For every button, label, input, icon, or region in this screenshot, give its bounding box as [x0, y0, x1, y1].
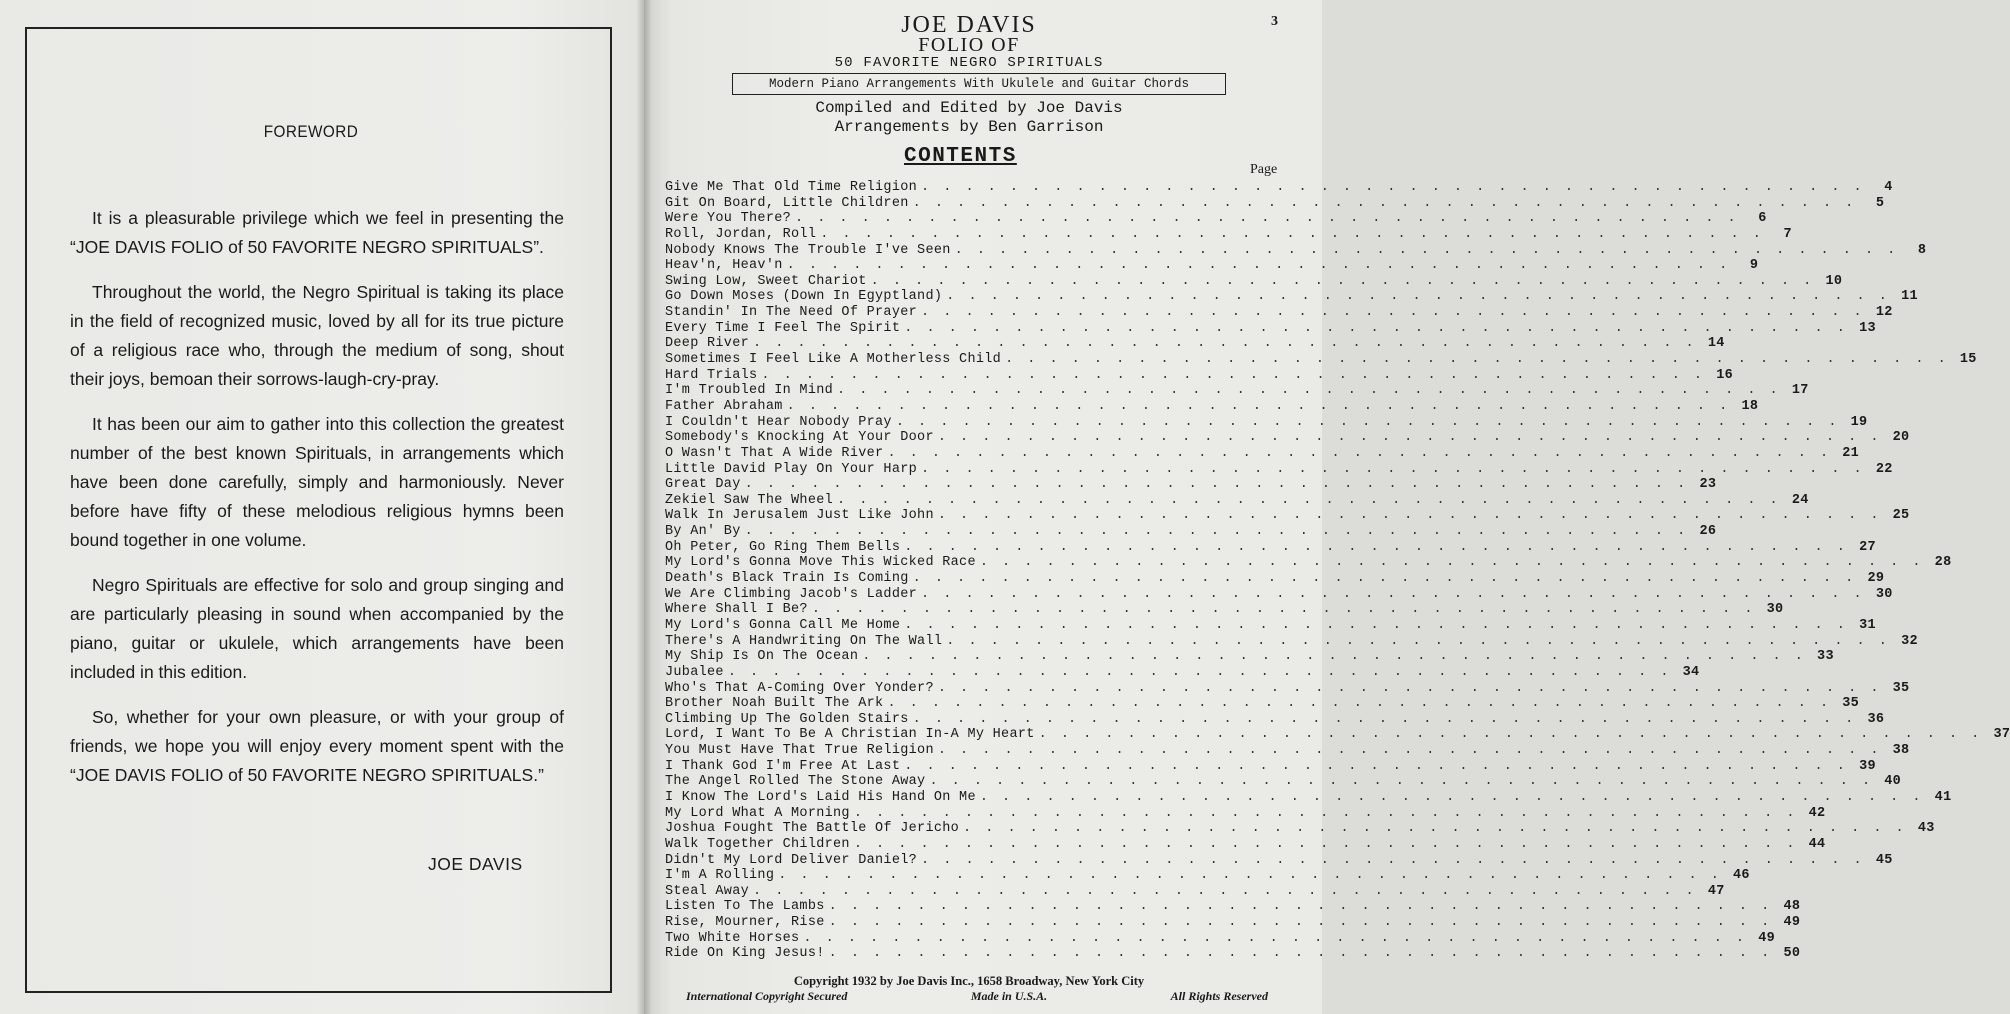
toc-entry-title: My Ship Is On The Ocean [665, 649, 859, 665]
toc-entry-title: Go Down Moses (Down In Egyptland) [665, 289, 943, 305]
toc-entry-page: 25 [1892, 508, 1910, 524]
toc-leader-dots: . . . . . . . . . . . . . . . . . . . . . . . . . . . . . . . . . . . . . . . . . . . [979, 555, 1924, 571]
toc-entry-title: I Couldn't Hear Nobody Pray [665, 414, 892, 430]
folio-heading-subtitle: 50 FAVORITE NEGRO SPIRITUALS [834, 55, 1104, 71]
toc-leader-dots: . . . . . . . . . . . . . . . . . . . . . . . . . . . . . . . . . . . . . . . . . . . [828, 915, 1773, 931]
toc-entry [665, 320, 1876, 337]
toc-leader-dots: . . . . . . . . . . . . . . . . . . . . . . . . . . . . . . . . . . . . . . . . . . . [887, 696, 1832, 712]
toc-entry-page: 49 [1758, 930, 1776, 946]
toc-leader-dots: . . . . . . . . . . . . . . . . . . . . . . . . . . . . . . . . . . . . . . . . . . . [1005, 352, 1949, 368]
toc-entry-page: 46 [1733, 868, 1750, 884]
toc-entry-page: 11 [1901, 289, 1918, 305]
toc-leader-dots: . . . . . . . . . . . . . . . . . . . . . . . . . . . . . . . . . . . . . . . . . . . [786, 258, 1731, 274]
toc-entry [665, 805, 1826, 822]
page-number: 3 [1271, 14, 1278, 29]
toc-entry [665, 571, 1885, 587]
toc-entry-page: 14 [1707, 336, 1725, 352]
toc-entry-title: Nobody Knows The Trouble I've Seen [665, 242, 951, 258]
toc-entry-page: 26 [1699, 524, 1717, 540]
toc-entry-title: You Must Have That True Religion [665, 743, 934, 759]
toc-entry-title: Walk In Jerusalem Just Like John [665, 508, 934, 524]
toc-entry-page: 12 [1875, 305, 1893, 321]
toc-entry-page: 13 [1859, 320, 1876, 336]
contents-title: CONTENTS [904, 145, 1017, 168]
toc-entry-title: Were You There? [665, 211, 792, 227]
toc-entry-title: Lord, I Want To Be A Christian In-A My Heart [665, 727, 1035, 743]
folio-heading-name: JOE DAVIS [901, 12, 1037, 38]
toc-entry [665, 743, 1910, 759]
toc-leader-dots: . . . . . . . . . . . . . . . . . . . . . . . . . . . . . . . . . . . . . . . . . . . [912, 711, 1857, 727]
toc-leader-dots: . . . . . . . . . . . . . . . . . . . . . . . . . . . . . . . . . . . . . . . . . . . [904, 539, 1848, 555]
toc-entry-title: Sometimes I Feel Like A Motherless Child [665, 352, 1002, 368]
foreword-paragraph: So, whether for your own pleasure, or with your group of friends, we hope you will enjoy every moment spent with the “JOE DAVIS FOLIO of 50 FAVORITE NEGRO SPIRITUALS.” [70, 707, 564, 785]
toc-entry-page: 50 [1783, 946, 1801, 962]
toc-leader-dots: . . . . . . . . . . . . . . . . . . . . . . . . . . . . . . . . . . . . . . . . . . . [744, 477, 1689, 493]
toc-entry-page: 36 [1867, 711, 1885, 727]
toc-leader-dots: . . . . . . . . . . . . . . . . . . . . . . . . . . . . . . . . . . . . . . . . . . . [761, 367, 1706, 383]
foreword-signature: JOE DAVIS [428, 854, 523, 874]
toc-entry-page: 47 [1707, 883, 1725, 899]
toc-leader-dots: . . . . . . . . . . . . . . . . . . . . . . . . . . . . . . . . . . . . . . . . . . . [753, 336, 1697, 352]
toc-entry-page: 37 [1993, 727, 2010, 743]
toc-leader-dots: . . . . . . . . . . . . . . . . . . . . . . . . . . . . . . . . . . . . . . . . . . . [753, 883, 1697, 899]
toc-entry [665, 367, 1734, 384]
toc-entry-page: 43 [1917, 821, 1935, 837]
toc-entry-title: Rise, Mourner, Rise [665, 915, 825, 931]
toc-leader-dots: . . . . . . . . . . . . . . . . . . . . . . . . . . . . . . . . . . . . . . . . . . . [803, 930, 1748, 946]
toc-leader-dots: . . . . . . . . . . . . . . . . . . . . . . . . . . . . . . . . . . . . . . . . . . . [870, 273, 1815, 289]
toc-leader-dots: . . . . . . . . . . . . . . . . . . . . . . . . . . . . . . . . . . . . . . . . . . . [795, 211, 1739, 227]
toc-entry [665, 180, 1893, 196]
foreword-paragraph: Throughout the world, the Negro Spiritual is taking its place in the field of recognized music, loved by all for its true picture of a religious race who, through the medium of song, shout their joys, bemoan their sorrows-laugh-cry-pray. [70, 282, 564, 389]
toc-entry [665, 633, 1918, 650]
toc-entry-page: 29 [1867, 571, 1885, 587]
toc-entry-title: Brother Noah Built The Ark [665, 696, 884, 712]
toc-entry-page: 18 [1741, 398, 1759, 414]
toc-entry [665, 305, 1893, 321]
toc-entry-title: Oh Peter, Go Ring Them Bells [665, 539, 901, 555]
toc-entry-page: 35 [1842, 696, 1860, 712]
footer-line [686, 989, 1268, 1004]
toc-leader-dots: . . . . . . . . . . . . . . . . . . . . . . . . . . . . . . . . . . . . . . . . . . . [727, 664, 1672, 680]
toc-entry [665, 696, 1860, 712]
toc-leader-dots: . . . . . . . . . . . . . . . . . . . . . . . . . . . . . . . . . . . . . . . . . . . [937, 430, 1882, 446]
toc-entry [665, 727, 2010, 743]
toc-leader-dots: . . . . . . . . . . . . . . . . . . . . . . . . . . . . . . . . . . . . . . . . . . . [820, 226, 1764, 242]
toc-leader-dots: . . . . . . . . . . . . . . . . . . . . . . . . . . . . . . . . . . . . . . . . . . . [912, 195, 1857, 211]
toc-entry-page: 10 [1825, 273, 1843, 289]
toc-leader-dots: . . . . . . . . . . . . . . . . . . . . . . . . . . . . . . . . . . . . . . . . . . . [853, 836, 1798, 852]
toc-entry-page: 40 [1884, 774, 1902, 790]
toc-entry-page: 17 [1791, 383, 1809, 399]
toc-leader-dots: . . . . . . . . . . . . . . . . . . . . . . . . . . . . . . . . . . . . . . . . . . . [921, 852, 1865, 868]
folio-heading-folio: FOLIO OF [918, 34, 1020, 56]
toc-entry-title: Git On Board, Little Children [665, 195, 909, 211]
toc-entry [665, 758, 1876, 775]
toc-entry-title: Steal Away [665, 883, 750, 899]
toc-entry-title: Deep River [665, 336, 750, 352]
toc-entry-title: By An' By [665, 524, 741, 540]
toc-entry [665, 211, 1767, 227]
toc-entry-page: 15 [1959, 352, 1977, 368]
toc-leader-dots: . . . . . . . . . . . . . . . . . . . . . . . . . . . . . . . . . . . . . . . . . . . [828, 899, 1773, 915]
toc-entry [665, 617, 1876, 634]
toc-entry-page: 19 [1850, 414, 1868, 430]
toc-entry [665, 915, 1801, 931]
toc-entry [665, 789, 1952, 806]
toc-leader-dots: . . . . . . . . . . . . . . . . . . . . . . . . . . . . . . . . . . . . . . . . . . . [853, 805, 1798, 821]
toc-entry [665, 477, 1717, 493]
toc-entry [665, 195, 1885, 212]
foreword-title: FOREWORD [263, 122, 359, 141]
toc-entry-page: 24 [1791, 492, 1809, 508]
toc-entry [665, 883, 1725, 900]
table-of-contents [665, 180, 2010, 962]
toc-entry-title: Hard Trials [665, 367, 758, 383]
toc-entry-page: 48 [1783, 899, 1801, 915]
toc-entry-page: 30 [1766, 602, 1784, 618]
toc-entry-page: 31 [1859, 617, 1876, 633]
toc-leader-dots: . . . . . . . . . . . . . . . . . . . . . . . . . . . . . . . . . . . . . . . . . . . [937, 743, 1882, 759]
toc-entry-title: Who's That A-Coming Over Yonder? [665, 680, 934, 696]
toc-leader-dots: . . . . . . . . . . . . . . . . . . . . . . . . . . . . . . . . . . . . . . . . . . . [937, 508, 1882, 524]
toc-entry-title: Listen To The Lambs [665, 899, 825, 915]
foreword-page [0, 0, 644, 1014]
toc-leader-dots: . . . . . . . . . . . . . . . . . . . . . . . . . . . . . . . . . . . . . . . . . . . [837, 492, 1781, 508]
toc-entry [665, 539, 1876, 556]
toc-entry [665, 273, 1843, 290]
toc-entry-title: Somebody's Knocking At Your Door [665, 430, 934, 446]
toc-entry-title: Little David Play On Your Harp [665, 461, 918, 477]
toc-leader-dots: . . . . . . . . . . . . . . . . . . . . . . . . . . . . . . . . . . . . . . . . . . . [786, 398, 1731, 414]
toc-entry-page: 42 [1808, 805, 1826, 821]
toc-entry-title: I'm Troubled In Mind [665, 383, 834, 399]
toc-leader-dots: . . . . . . . . . . . . . . . . . . . . . . . . . . . . . . . . . . . . . . . . . . . [904, 758, 1848, 774]
toc-entry-title: Give Me That Old Time Religion [665, 180, 918, 195]
toc-entry [665, 524, 1717, 540]
toc-entry-title: Didn't My Lord Deliver Daniel? [665, 852, 918, 868]
toc-leader-dots: . . . . . . . . . . . . . . . . . . . . . . . . . . . . . . . . . . . . . . . . . . . [912, 571, 1857, 587]
toc-entry-page: 8 [1917, 242, 1927, 258]
book-gutter [636, 0, 652, 1014]
toc-entry [665, 258, 1759, 274]
toc-entry-page: 49 [1783, 915, 1801, 931]
page-column-label: Page [1250, 162, 1278, 177]
toc-entry-title: I'm A Rolling [665, 868, 775, 884]
toc-leader-dots: . . . . . . . . . . . . . . . . . . . . . . . . . . . . . . . . . . . . . . . . . . . [929, 774, 1874, 790]
toc-entry [665, 649, 1834, 665]
toc-leader-dots: . . . . . . . . . . . . . . . . . . . . . . . . . . . . . . . . . . . . . . . . . . . [946, 289, 1890, 305]
toc-entry [665, 899, 1801, 915]
foreword-paragraph: It is a pleasurable privilege which we feel in presenting the “JOE DAVIS FOLIO of 50 FAVORITE NEGRO SPIRITUALS”. [70, 208, 564, 257]
toc-leader-dots: . . . . . . . . . . . . . . . . . . . . . . . . . . . . . . . . . . . . . . . . . . . [895, 414, 1840, 430]
toc-entry [665, 242, 1927, 259]
toc-leader-dots: . . . . . . . . . . . . . . . . . . . . . . . . . . . . . . . . . . . . . . . . . . . [937, 680, 1882, 696]
toc-entry-title: I Know The Lord's Laid His Hand On Me [665, 789, 976, 805]
toc-entry-page: 33 [1817, 649, 1834, 665]
toc-leader-dots: . . . . . . . . . . . . . . . . . . . . . . . . . . . . . . . . . . . . . . . . . . . [921, 586, 1865, 602]
toc-entry [665, 289, 1918, 305]
toc-entry [665, 508, 1910, 524]
toc-leader-dots: . . . . . . . . . . . . . . . . . . . . . . . . . . . . . . . . . . . . . . . . . . . [921, 180, 1865, 195]
toc-entry-title: Two White Horses [665, 930, 800, 946]
toc-entry-title: The Angel Rolled The Stone Away [665, 774, 926, 790]
toc-entry-title: Swing Low, Sweet Chariot [665, 273, 867, 289]
toc-leader-dots: . . . . . . . . . . . . . . . . . . . . . . . . . . . . . . . . . . . . . . . . . . . [811, 602, 1756, 618]
toc-entry-page: 44 [1808, 836, 1826, 852]
toc-entry-page: 39 [1859, 758, 1876, 774]
toc-entry [665, 461, 1893, 478]
toc-entry-title: Standin' In The Need Of Prayer [665, 305, 918, 321]
compiled-by: Compiled and Edited by Joe Davis [815, 99, 1123, 117]
toc-leader-dots: . . . . . . . . . . . . . . . . . . . . . . . . . . . . . . . . . . . . . . . . . . . [744, 524, 1689, 540]
toc-entry-title: Climbing Up The Golden Stairs [665, 711, 909, 727]
toc-entry-page: 5 [1875, 195, 1885, 211]
toc-entry [665, 852, 1893, 869]
toc-entry-title: We Are Climbing Jacob's Ladder [665, 586, 918, 602]
toc-entry-title: Jubalee [665, 664, 724, 680]
toc-entry [665, 664, 1700, 681]
toc-entry-page: 41 [1934, 789, 1952, 805]
toc-entry [665, 946, 1801, 962]
toc-entry [665, 836, 1826, 853]
toc-entry [665, 711, 1885, 728]
foreword-paragraph: It has been our aim to gather into this collection the greatest number of the best known Spirituals, in arrangements which have been done carefully, simply and harmoniously. Never before have fifty of these melodious religious hymns been bound together in one volume. [70, 414, 564, 550]
toc-entry-page: 32 [1901, 633, 1918, 649]
toc-leader-dots: . . . . . . . . . . . . . . . . . . . . . . . . . . . . . . . . . . . . . . . . . . . [946, 633, 1890, 649]
toc-entry-title: Roll, Jordan, Roll [665, 226, 817, 242]
toc-entry-page: 34 [1682, 664, 1700, 680]
toc-entry-title: My Lord's Gonna Move This Wicked Race [665, 555, 976, 571]
toc-leader-dots: . . . . . . . . . . . . . . . . . . . . . . . . . . . . . . . . . . . . . . . . . . . [862, 649, 1806, 665]
toc-entry-page: 38 [1892, 743, 1910, 759]
toc-entry [665, 774, 1902, 790]
toc-entry-page: 4 [1884, 180, 1893, 195]
toc-leader-dots: . . . . . . . . . . . . . . . . . . . . . . . . . . . . . . . . . . . . . . . . . . . [954, 242, 1899, 258]
toc-entry-page: 30 [1875, 586, 1893, 602]
toc-entry [665, 821, 1935, 837]
toc-leader-dots: . . . . . . . . . . . . . . . . . . . . . . . . . . . . . . . . . . . . . . . . . . . [828, 946, 1773, 962]
toc-entry [665, 868, 1750, 884]
toc-entry [665, 430, 1910, 446]
toc-entry [665, 680, 1910, 697]
toc-entry-title: I Thank God I'm Free At Last [665, 758, 901, 774]
toc-leader-dots: . . . . . . . . . . . . . . . . . . . . . . . . . . . . . . . . . . . . . . . . . . . [904, 320, 1848, 336]
toc-entry-page: 21 [1842, 445, 1860, 461]
toc-leader-dots: . . . . . . . . . . . . . . . . . . . . . . . . . . . . . . . . . . . . . . . . . . . [921, 461, 1865, 477]
toc-entry-page: 16 [1716, 367, 1734, 383]
toc-leader-dots: . . . . . . . . . . . . . . . . . . . . . . . . . . . . . . . . . . . . . . . . . . . [1038, 727, 1983, 743]
toc-entry-page: 7 [1783, 226, 1792, 242]
foreword-body [70, 204, 564, 806]
toc-entry [665, 414, 1868, 431]
toc-entry-title: Death's Black Train Is Coming [665, 571, 909, 587]
toc-entry [665, 336, 1725, 352]
toc-entry-page: 9 [1749, 258, 1759, 274]
toc-entry-title: Great Day [665, 477, 741, 493]
toc-leader-dots: . . . . . . . . . . . . . . . . . . . . . . . . . . . . . . . . . . . . . . . . . . . [921, 305, 1865, 321]
toc-entry-title: My Lord What A Morning [665, 805, 850, 821]
toc-leader-dots: . . . . . . . . . . . . . . . . . . . . . . . . . . . . . . . . . . . . . . . . . . . [963, 821, 1907, 837]
footer-copyright-secured: International Copyright Secured [686, 989, 848, 1003]
toc-entry-title: Heav'n, Heav'n [665, 258, 783, 274]
toc-entry-title: Where Shall I Be? [665, 602, 808, 618]
toc-leader-dots: . . . . . . . . . . . . . . . . . . . . . . . . . . . . . . . . . . . . . . . . . . . [778, 868, 1722, 884]
footer-rights: All Rights Reserved [1170, 989, 1268, 1003]
footer-made-in: Made in U.S.A. [970, 989, 1048, 1003]
toc-entry-page: 22 [1875, 461, 1893, 477]
toc-entry [665, 602, 1784, 618]
toc-entry-page: 20 [1892, 430, 1910, 446]
toc-entry-title: My Lord's Gonna Call Me Home [665, 617, 901, 633]
toc-entry-title: Joshua Fought The Battle Of Jericho [665, 821, 960, 837]
toc-entry [665, 930, 1776, 947]
copyright-line: Copyright 1932 by Joe Davis Inc., 1658 Broadway, New York City [793, 974, 1145, 988]
toc-entry-page: 23 [1699, 477, 1717, 493]
arranged-by: Arrangements by Ben Garrison [834, 118, 1104, 136]
toc-leader-dots: . . . . . . . . . . . . . . . . . . . . . . . . . . . . . . . . . . . . . . . . . . . [979, 789, 1924, 805]
toc-entry-page: 45 [1875, 852, 1893, 868]
toc-entry [665, 398, 1759, 415]
toc-entry-page: 27 [1859, 539, 1876, 555]
toc-entry [665, 226, 1792, 243]
foreword-paragraph: Negro Spirituals are effective for solo and group singing and are particularly pleasing in sound when accompanied by the piano, guitar or ukulele, which arrangements have been included in this edition. [70, 575, 564, 682]
toc-entry-page: 28 [1934, 555, 1952, 571]
toc-entry-title: Zekiel Saw The Wheel [665, 492, 834, 508]
toc-entry [665, 586, 1893, 603]
arrangements-box: Modern Piano Arrangements With Ukulele and Guitar Chords [732, 73, 1226, 95]
toc-leader-dots: . . . . . . . . . . . . . . . . . . . . . . . . . . . . . . . . . . . . . . . . . . . [837, 383, 1781, 399]
toc-entry-title: O Wasn't That A Wide River [665, 445, 884, 461]
toc-entry [665, 492, 1809, 509]
toc-entry-title: Every Time I Feel The Spirit [665, 320, 901, 336]
toc-entry-page: 6 [1758, 211, 1767, 227]
toc-entry-page: 35 [1892, 680, 1910, 696]
toc-entry [665, 555, 1952, 571]
toc-entry-title: Ride On King Jesus! [665, 946, 825, 962]
toc-entry [665, 445, 1860, 462]
toc-leader-dots: . . . . . . . . . . . . . . . . . . . . . . . . . . . . . . . . . . . . . . . . . . . [887, 445, 1832, 461]
toc-entry-title: Father Abraham [665, 398, 783, 414]
toc-leader-dots: . . . . . . . . . . . . . . . . . . . . . . . . . . . . . . . . . . . . . . . . . . . [904, 617, 1848, 633]
toc-entry-title: Walk Together Children [665, 836, 850, 852]
toc-entry [665, 383, 1809, 399]
toc-entry-title: There's A Handwriting On The Wall [665, 633, 943, 649]
toc-entry [665, 352, 1977, 368]
